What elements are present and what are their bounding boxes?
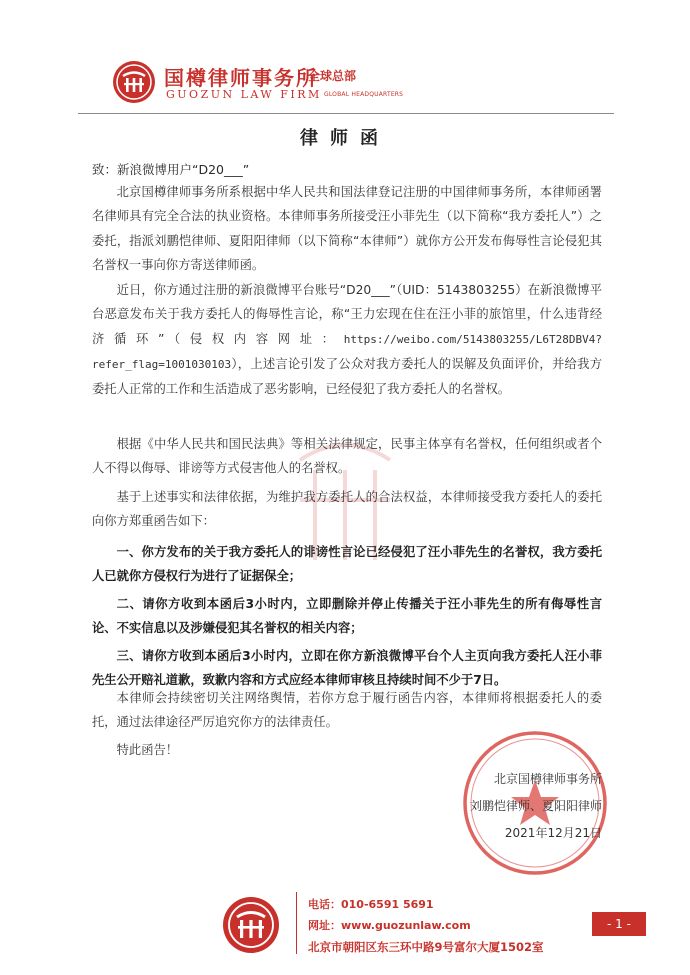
footer-phone: 电话：010-6591 5691	[308, 898, 434, 911]
demand-item-1: 一、你方发布的关于我方委托人的诽谤性言论已经侵犯了汪小菲先生的名誉权，我方委托人已就你方侵权行为进行了证据保全；	[92, 545, 602, 584]
letterhead	[112, 60, 512, 106]
footer-website: 网址：www.guozunlaw.com	[308, 919, 471, 932]
headquarters-label-en: GLOBAL HEADQUARTERS	[324, 91, 404, 98]
infringing-url: https://weibo.com/5143803255/L6T28DBV4?refer_flag=1001030103	[92, 332, 602, 371]
paragraph-closing: 本律师会持续密切关注网络舆情，若你方怠于履行函告内容，本律师将根据委托人的委托，通过法律途径严厉追究你方的法律责任。	[92, 691, 602, 730]
salutation: 致：新浪微博用户“D20___”	[92, 162, 250, 177]
footer-logo-icon	[222, 896, 280, 954]
signature-date: 2021年12月21日	[504, 826, 602, 840]
signature-firm: 北京国樽律师事务所	[493, 772, 602, 786]
firm-name-cn: 国樽律师事务所	[164, 66, 318, 90]
header-divider	[78, 113, 614, 114]
paragraph-legal-basis: 根据《中华人民共和国民法典》等相关法律规定，民事主体享有名誉权，任何组织或者个人不得以侮辱、诽谤等方式侵害他人的名誉权。	[92, 437, 602, 476]
paragraph-notice: 基于上述事实和法律依据，为维护我方委托人的合法权益，本律师接受我方委托人的委托向你方郑重函告如下：	[92, 490, 602, 529]
paragraph-intro: 北京国樽律师事务所系根据中华人民共和国法律登记注册的中国律师事务所，本律师函署名律师具有完全合法的执业资格。本律师事务所接受汪小菲先生（以下简称“我方委托人”）之委托，指派刘鹏恺律师、夏阳阳律师（以下简称“本律师”）就你方公开发布侮辱性言论侵犯其名誉权一事向你方寄送律师函。	[92, 185, 602, 272]
footer-divider	[296, 892, 297, 954]
footer-address: 北京市朝阳区东三环中路9号富尔大厦1502室	[308, 940, 544, 954]
facts-text-continued: ），上述言论引发了公众对我方委托人的误解及负面评价，并给我方委托人正常的工作和生活造成了恶劣影响，已经侵犯了我方委托人的名誉权。	[92, 356, 602, 397]
signature-block	[342, 766, 602, 847]
facts-text: 近日，你方通过注册的新浪微博平台账号“D20___”（UID：5143803255）在新浪微博平台恶意发布关于我方委托人的侮辱性言论，称“王力宏现在住在汪小菲的旅馆里，什么违背经济循环”（侵权内容网址：	[92, 283, 602, 346]
closing-remark: 特此函告！	[116, 743, 179, 757]
firm-name-en: GUOZUN LAW FIRM	[166, 88, 322, 101]
demand-item-3: 三、请你方收到本函后3小时内，立即在你方新浪微博平台个人主页向我方委托人汪小菲先生公开赔礼道歉，致歉内容和方式应经本律师审核且持续时间不少于7日。	[92, 649, 602, 688]
headquarters-label-cn: 全球总部	[308, 69, 357, 83]
paragraph-facts	[92, 278, 602, 401]
firm-logo-icon	[112, 60, 156, 104]
letter-title: 律师函	[300, 128, 390, 149]
demand-item-2: 二、请你方收到本函后3小时内，立即删除并停止传播关于汪小菲先生的所有侮辱性言论、不实信息以及涉嫌侵犯其名誉权的相关内容；	[92, 597, 602, 636]
signature-lawyers: 刘鹏恺律师、夏阳阳律师	[469, 799, 602, 813]
page-number: - 1 -	[592, 912, 646, 936]
